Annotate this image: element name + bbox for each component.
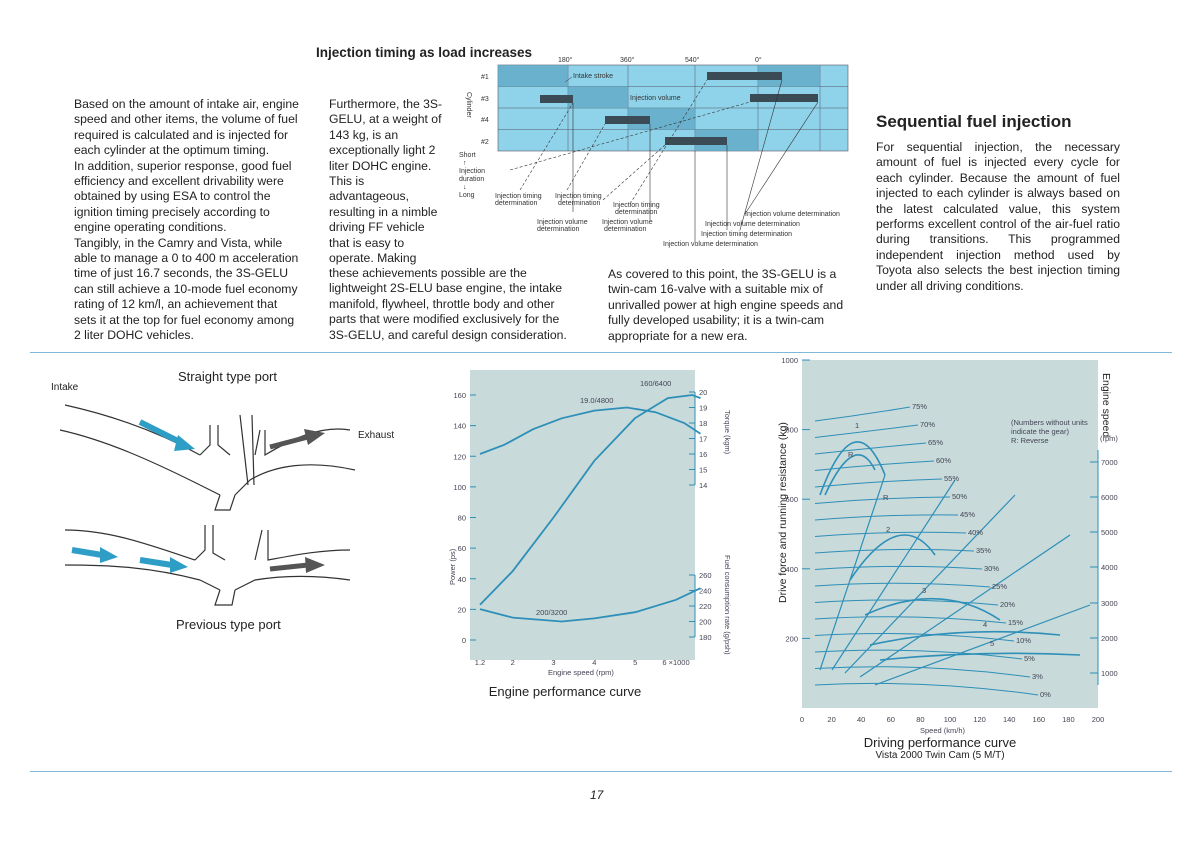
driving-performance-chart	[760, 355, 1140, 735]
svg-text:Injection timing: Injection timing	[613, 202, 660, 209]
gear-label: 2	[886, 525, 891, 534]
svg-text:R: Reverse: R: Reverse	[1011, 436, 1049, 445]
grade-label: 35%	[976, 546, 992, 555]
cylinder-label: #4	[481, 117, 489, 124]
svg-text:indicate the gear): indicate the gear)	[1011, 427, 1069, 436]
svg-text:determination: determination	[495, 200, 538, 207]
torque-tick-label: 20	[699, 388, 708, 397]
rpm-tick-label: 5	[633, 658, 638, 667]
speed-tick-label: 140	[1002, 715, 1016, 724]
svg-text:Injection timing: Injection timing	[495, 193, 542, 200]
force-tick-label: 200	[785, 634, 798, 644]
speed-tick-label: 0	[799, 715, 805, 724]
injection-timing-diagram	[455, 52, 855, 252]
svg-text:determination: determination	[558, 200, 601, 207]
speed-tick-label: 200	[1091, 715, 1105, 724]
power-tick-label: 100	[453, 482, 466, 492]
svg-text:determination: determination	[604, 226, 647, 233]
torque-peak-label: 19.0/4800	[580, 396, 614, 405]
svg-text:Injection volume determination: Injection volume determination	[705, 221, 800, 228]
gear-label: R	[848, 450, 854, 459]
intake-flow-arrow	[140, 422, 182, 443]
power-peak-label: 160/6400	[640, 379, 672, 388]
rpm-tick-label: 6000	[1101, 493, 1118, 502]
grade-label: 70%	[920, 420, 936, 429]
torque-tick-label: 17	[699, 434, 708, 444]
duration-long: Long	[459, 192, 475, 199]
rpm-tick-label: 1000	[1101, 669, 1118, 678]
power-tick-label: 80	[457, 513, 466, 523]
injection-volume-label: Injection volume	[630, 95, 681, 102]
speed-tick-label: 20	[827, 715, 836, 724]
driving-chart-subcaption: Vista 2000 Twin Cam (5 M/T)	[875, 750, 1005, 761]
gear-label: 1	[855, 421, 860, 430]
force-tick-label: 800	[785, 425, 798, 435]
speed-tick-label: 80	[916, 715, 925, 724]
cylinder-label: #2	[481, 139, 489, 146]
svg-text:↑: ↑	[463, 160, 467, 167]
rpm-tick-label: 1.2	[474, 658, 486, 667]
grade-label: 30%	[984, 564, 1000, 573]
angle-label: 360°	[620, 57, 635, 64]
svg-text:Injection timing determination: Injection timing determination	[701, 231, 793, 238]
driving-chart-caption: Driving performance curve	[863, 735, 1017, 750]
torque-tick-label: 18	[699, 419, 708, 428]
grade-label: 65%	[928, 438, 944, 447]
angle-label: 540°	[685, 57, 700, 64]
page-number: 17	[590, 788, 604, 802]
fuel-tick-label: 200	[699, 617, 712, 627]
grade-label: 75%	[912, 402, 928, 411]
weight-column-top: Furthermore, the 3S- GELU, at a weight of 143 kg, is an exceptionally light 2 liter DOHC engine. This is advantageous, resulting in a nimble driving FF vehicle that is easy to operate. Making	[329, 97, 443, 266]
svg-text:Injection volume determination: Injection volume determination	[745, 211, 840, 218]
torque-tick-label: 15	[699, 465, 708, 475]
injection-diagram-title: Injection timing as load increases	[316, 45, 533, 60]
gear-label: 5	[990, 639, 995, 648]
grade-label: 20%	[1000, 600, 1016, 609]
driving-xlabel: Speed (km/h)	[920, 726, 966, 735]
grade-label: 25%	[992, 582, 1008, 591]
previous-port-title: Previous type port	[176, 617, 281, 632]
port-illustrations	[60, 385, 360, 610]
gear-label: 3	[922, 586, 927, 595]
power-tick-label: 40	[457, 574, 466, 584]
rpm-tick-label: 6 ×1000	[662, 658, 690, 667]
intake-stroke-label: Intake stroke	[573, 73, 614, 80]
speed-tick-label: 180	[1062, 715, 1075, 724]
rpm-tick-label: 3000	[1101, 599, 1118, 608]
fuel-axis-label: Fuel consumption rate (g/psh)	[723, 555, 732, 655]
rpm-tick-label: 4	[592, 658, 597, 667]
gear-label: R	[883, 493, 889, 502]
speed-tick-label: 120	[973, 715, 986, 724]
duration-short: Short	[459, 152, 476, 159]
grade-label: 55%	[944, 474, 960, 483]
svg-text:duration: duration	[459, 176, 485, 183]
fuel-tick-label: 180	[699, 633, 712, 642]
speed-tick-label: 60	[886, 715, 895, 724]
power-axis-label: Power (ps)	[448, 548, 457, 585]
rpm-tick-label: 7000	[1101, 458, 1118, 467]
rpm-tick-label: 2	[510, 658, 515, 667]
svg-text:Injection: Injection	[459, 168, 486, 175]
exhaust-flow-arrow	[270, 437, 308, 447]
torque-tick-label: 14	[699, 481, 708, 490]
grade-label: 60%	[936, 456, 952, 465]
sequential-injection-text: For sequential injection, the necessary amount of fuel is injected every cycle for each cylinder. Because the amount of fuel injected to each cylinder is always based on the latest calculated value, this system performs excellent control of the air-fuel ratio during transitions. This programmed independent injection method used by Toyota also selects the best injection timing under all driving conditions.	[876, 140, 1120, 293]
bottom-divider	[30, 771, 1172, 772]
weight-column-bottom: these achievements possible are the lightweight 2S-ELU base engine, the intake manifold, flywheel, throttle body and other parts that were modified exclusively for the 3S-GELU, and careful design consideration.	[329, 266, 567, 342]
intake-label: Intake	[51, 382, 79, 393]
summary-column: As covered to this point, the 3S-GELU is a twin-cam 16-valve with a suitable mix of unrivalled power at high engine speeds and fully developed usability; it is a twin-cam appropriate for a new era.	[608, 267, 844, 343]
svg-text:Injection timing: Injection timing	[555, 193, 602, 200]
intro-column: Based on the amount of intake air, engine speed and other items, the volume of fuel required is calculated and is injected for each cylinder at the optimum timing. In addition, superior response, good fuel efficiency and excellent drivability were obtained by using ESA to control the ignition timing precisely according to engine operating conditions. Tangibly, in the Camry and Vista, while able to manage a 0 to 400 m acceleration time of just 16.7 seconds, the 3S-GELU can still achieve a 10-mode fuel economy rating of 12 km/l, an achievement that sets it at the top for fuel economy among 2 liter DOHC vehicles.	[74, 97, 299, 343]
torque-tick-label: 19	[699, 403, 708, 413]
gear-label: 4	[983, 620, 988, 629]
sequential-injection-title: Sequential fuel injection	[876, 112, 1072, 131]
svg-text:Injection volume: Injection volume	[602, 219, 653, 226]
svg-text:determination: determination	[615, 209, 658, 216]
fuel-min-label: 200/3200	[536, 608, 568, 617]
engine-xlabel: Engine speed (rpm)	[548, 668, 614, 677]
grade-label: 5%	[1024, 654, 1035, 663]
power-tick-label: 140	[453, 421, 466, 431]
rpm-tick-label: 3	[551, 658, 556, 667]
power-tick-label: 60	[457, 544, 466, 554]
grade-label: 0%	[1040, 690, 1051, 699]
angle-label: 180°	[558, 57, 573, 64]
cylinder-label: #3	[481, 96, 489, 103]
torque-axis-label: Torque (kgm)	[723, 410, 732, 455]
rpm-unit: (rpm)	[1100, 434, 1118, 443]
fuel-tick-label: 220	[699, 602, 712, 611]
grade-label: 45%	[960, 510, 976, 519]
engine-chart-caption: Engine performance curve	[488, 684, 642, 699]
speed-tick-label: 100	[943, 715, 957, 724]
power-tick-label: 20	[457, 605, 466, 615]
speed-tick-label: 40	[857, 715, 866, 724]
svg-text:determination: determination	[537, 226, 580, 233]
driving-ylabel: Drive force and running resistance (kg)	[777, 422, 789, 603]
top-divider	[30, 352, 1172, 353]
rpm-label: Engine speed	[1100, 373, 1112, 438]
rpm-tick-label: 2000	[1101, 634, 1118, 643]
power-tick-label: 120	[453, 452, 466, 462]
force-tick-label: 400	[785, 564, 798, 574]
speed-tick-label: 160	[1032, 715, 1046, 724]
cylinder-axis-label: Cylinder	[465, 92, 472, 118]
force-tick-label: 1000	[781, 356, 798, 365]
svg-text:Injection volume determination: Injection volume determination	[663, 241, 758, 248]
svg-text:Injection volume: Injection volume	[537, 219, 588, 226]
angle-label: 0°	[755, 57, 762, 64]
rpm-tick-label: 5000	[1101, 528, 1118, 537]
svg-text:↓: ↓	[463, 184, 467, 191]
fuel-tick-label: 240	[699, 586, 712, 596]
grade-label: 10%	[1016, 636, 1032, 645]
power-tick-label: 160	[453, 391, 466, 400]
torque-tick-label: 16	[699, 450, 708, 459]
grade-label: 15%	[1008, 618, 1024, 627]
straight-port-title: Straight type port	[178, 369, 277, 384]
force-tick-label: 600	[785, 495, 798, 505]
rpm-tick-label: 4000	[1101, 563, 1118, 572]
fuel-tick-label: 260	[699, 571, 712, 580]
straight-port	[60, 405, 355, 510]
svg-text:(Numbers without units: (Numbers without units	[1011, 418, 1088, 427]
engine-performance-chart	[440, 360, 730, 685]
power-tick-label: 0	[461, 636, 466, 645]
cylinder-label: #1	[481, 74, 489, 81]
grade-label: 40%	[968, 528, 984, 537]
grade-label: 3%	[1032, 672, 1043, 681]
grade-label: 50%	[952, 492, 968, 501]
exhaust-label: Exhaust	[358, 430, 395, 441]
